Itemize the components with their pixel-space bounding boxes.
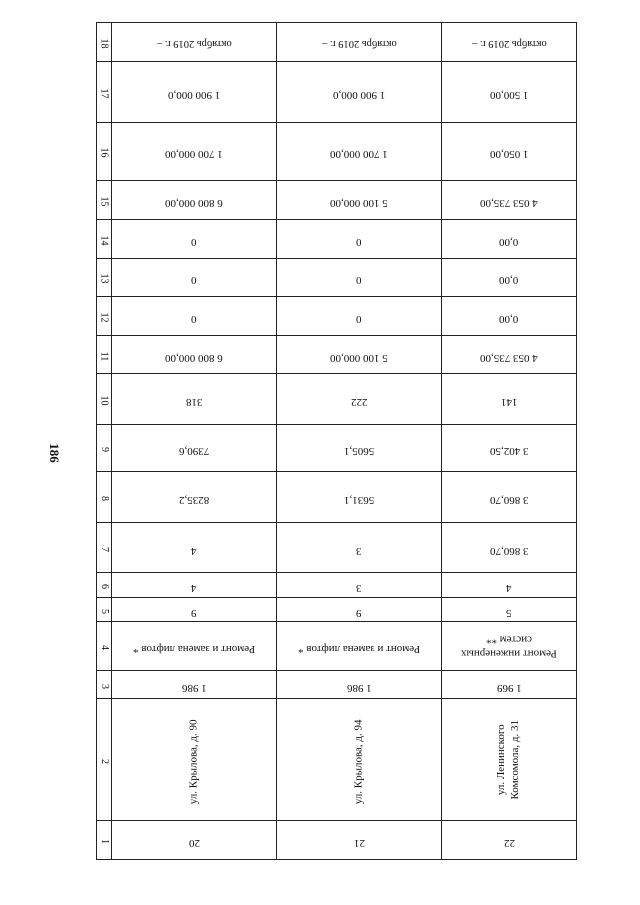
column-number-cell [97,622,112,671]
column-number-cell [97,220,112,259]
table-row [97,622,577,671]
period-line: октябрь 2019 г. – [156,37,232,49]
column-number: 3 [98,683,110,689]
column-number: 12 [98,312,110,323]
period-line: октябрь 2019 г. – [321,37,397,49]
table-cell [277,181,442,220]
table-cell [442,122,577,181]
work-type-line: Ремонт инженерных [461,647,557,660]
column-number: 16 [98,147,110,158]
column-number-cell [97,471,112,522]
cell-text: 8235,2 [178,493,210,506]
table-cell [277,522,442,573]
cell-text: 3 [356,544,362,557]
table-cell [112,573,277,597]
cell-text: 1 969 [496,681,522,694]
column-number-cell [97,258,112,297]
table-cell [277,122,442,181]
address-line: ул. Ленинского [495,724,508,796]
cell-text: 0,00 [499,235,519,248]
cell-text: 3 402,50 [489,444,529,457]
table-row [97,181,577,220]
cell-text: 7390,6 [178,444,210,457]
table-cell [442,258,577,297]
table-cell [277,597,442,621]
table-cell [277,821,442,860]
cell-text: 1 986 [346,681,372,694]
table-cell [112,597,277,621]
column-number-cell [97,122,112,181]
column-number: 18 [98,38,110,49]
table-cell [442,522,577,573]
table-cell [112,522,277,573]
column-number: 8 [98,495,110,501]
cell-text: 9 [191,606,197,619]
table-cell [277,471,442,522]
cell-text: 5 [506,606,512,619]
table-cell [112,258,277,297]
table-cell [442,573,577,597]
table-cell [442,425,577,472]
period-line: октябрь 2019 г. – [471,37,547,49]
cell-text: 0,00 [499,274,519,287]
column-number: 7 [98,546,110,552]
cell-text: 4 053 735,00 [480,351,538,364]
table-row [97,573,577,597]
table-cell [442,335,577,374]
column-number-cell [97,335,112,374]
address-text: ул. Крылова, д. 94 [352,719,365,805]
table-cell [112,425,277,472]
table-cell [277,23,442,62]
table-row [97,122,577,181]
table-cell [277,699,442,821]
column-number: 1 [98,839,110,845]
table-cell [112,220,277,259]
table-row [97,670,577,698]
table-cell [112,622,277,671]
table-cell [442,670,577,698]
table-cell [442,61,577,122]
table-row [97,335,577,374]
cell-text: 318 [185,396,203,409]
cell-text [461,632,557,660]
column-number: 14 [98,235,110,246]
cell-text: 0 [356,235,362,248]
table-cell [112,61,277,122]
table-cell [442,471,577,522]
table-cell [277,425,442,472]
table-cell [442,622,577,671]
column-number-cell [97,61,112,122]
cell-text: 4 [506,581,512,594]
table-cell [277,573,442,597]
cell-text: 1 900 000,0 [167,88,221,101]
column-number: 13 [98,273,110,284]
cell-text: 4 [191,581,197,594]
table-row [97,522,577,573]
table-cell [442,220,577,259]
table-cell [442,597,577,621]
address-text: ул. Крылова, д. 90 [187,719,200,805]
table-row [97,23,577,62]
cell-text: 5631,1 [343,493,375,506]
table-cell [112,670,277,698]
table-cell [442,699,577,821]
cell-text: 5605,1 [343,444,375,457]
cell-text: 0 [356,274,362,287]
cell-text: 1 500,00 [489,88,529,101]
table-row [97,258,577,297]
table-row [97,699,577,821]
table-cell [442,23,577,62]
column-number-cell [97,181,112,220]
cell-text: Ремонт и замена лифтов * [132,642,256,655]
table-cell [277,220,442,259]
table-cell [112,297,277,336]
table-cell [112,471,277,522]
cell-text: 4 [191,544,197,557]
column-number-cell [97,573,112,597]
cell-text: 20 [188,836,200,849]
address-line: Комсомола, д. 31 [509,719,521,800]
table-cell [277,374,442,425]
cell-text: 0,00 [499,312,519,325]
column-number-cell [97,670,112,698]
table-cell [277,670,442,698]
table-cell [112,374,277,425]
column-number: 6 [98,584,110,590]
table-cell [277,61,442,122]
table-cell [277,297,442,336]
table-row [97,425,577,472]
cell-text: 21 [353,836,365,849]
cell-text: 22 [503,836,515,849]
table-cell [112,23,277,62]
table-cell [112,699,277,821]
table-row [97,374,577,425]
table-cell [442,297,577,336]
column-number: 4 [98,645,110,651]
cell-text: 141 [500,396,518,409]
cell-text: 0 [356,312,362,325]
cell-text: 1 050,00 [489,148,529,161]
cell-text: 9 [356,606,362,619]
cell-text: 222 [350,396,368,409]
column-number-cell [97,297,112,336]
cell-text: 0 [191,274,197,287]
cell-text: 0 [191,312,197,325]
table-cell [277,335,442,374]
column-number-cell [97,425,112,472]
table-cell [277,258,442,297]
cell-text: 3 [356,581,362,594]
column-number: 10 [98,395,110,406]
cell-text: 1 986 [181,681,207,694]
address-text [495,720,523,800]
cell-text: 0 [191,235,197,248]
table-row [97,220,577,259]
table-cell [442,821,577,860]
column-number: 9 [98,447,110,453]
column-number-cell [97,699,112,821]
column-number: 11 [98,351,110,361]
column-number-cell [97,522,112,573]
column-number-cell [97,597,112,621]
table-row [97,297,577,336]
table-cell [112,181,277,220]
table-cell [112,122,277,181]
table-cell [277,622,442,671]
cell-text: Ремонт и замена лифтов * [297,642,421,655]
cell-text [322,37,397,50]
table-row [97,821,577,860]
cell-text: 4 053 735,00 [480,196,538,209]
column-number: 5 [98,608,110,614]
table-row [97,471,577,522]
cell-text: 1 700 000,00 [165,148,223,161]
table-cell [442,181,577,220]
cell-text: 5 100 000,00 [330,196,388,209]
column-number-cell [97,374,112,425]
table-cell [112,335,277,374]
column-number-cell [97,23,112,62]
table-cell [442,374,577,425]
cell-text: 3 860,70 [489,493,529,506]
work-type-line: систем ** [485,633,533,646]
column-number: 2 [98,758,110,764]
cell-text: 6 800 000,00 [165,351,223,364]
table-row [97,61,577,122]
cell-text: 1 700 000,00 [330,148,388,161]
column-number: 15 [98,196,110,207]
cell-text: 3 860,70 [489,544,529,557]
cell-text: 6 800 000,00 [165,196,223,209]
data-table [96,22,577,860]
column-number: 17 [98,88,110,99]
page-number: 186 [47,443,62,463]
cell-text [157,37,232,50]
cell-text [472,37,547,50]
table-row [97,597,577,621]
table-cell [112,821,277,860]
cell-text: 5 100 000,00 [330,351,388,364]
column-number-cell [97,821,112,860]
cell-text: 1 900 000,0 [332,88,386,101]
